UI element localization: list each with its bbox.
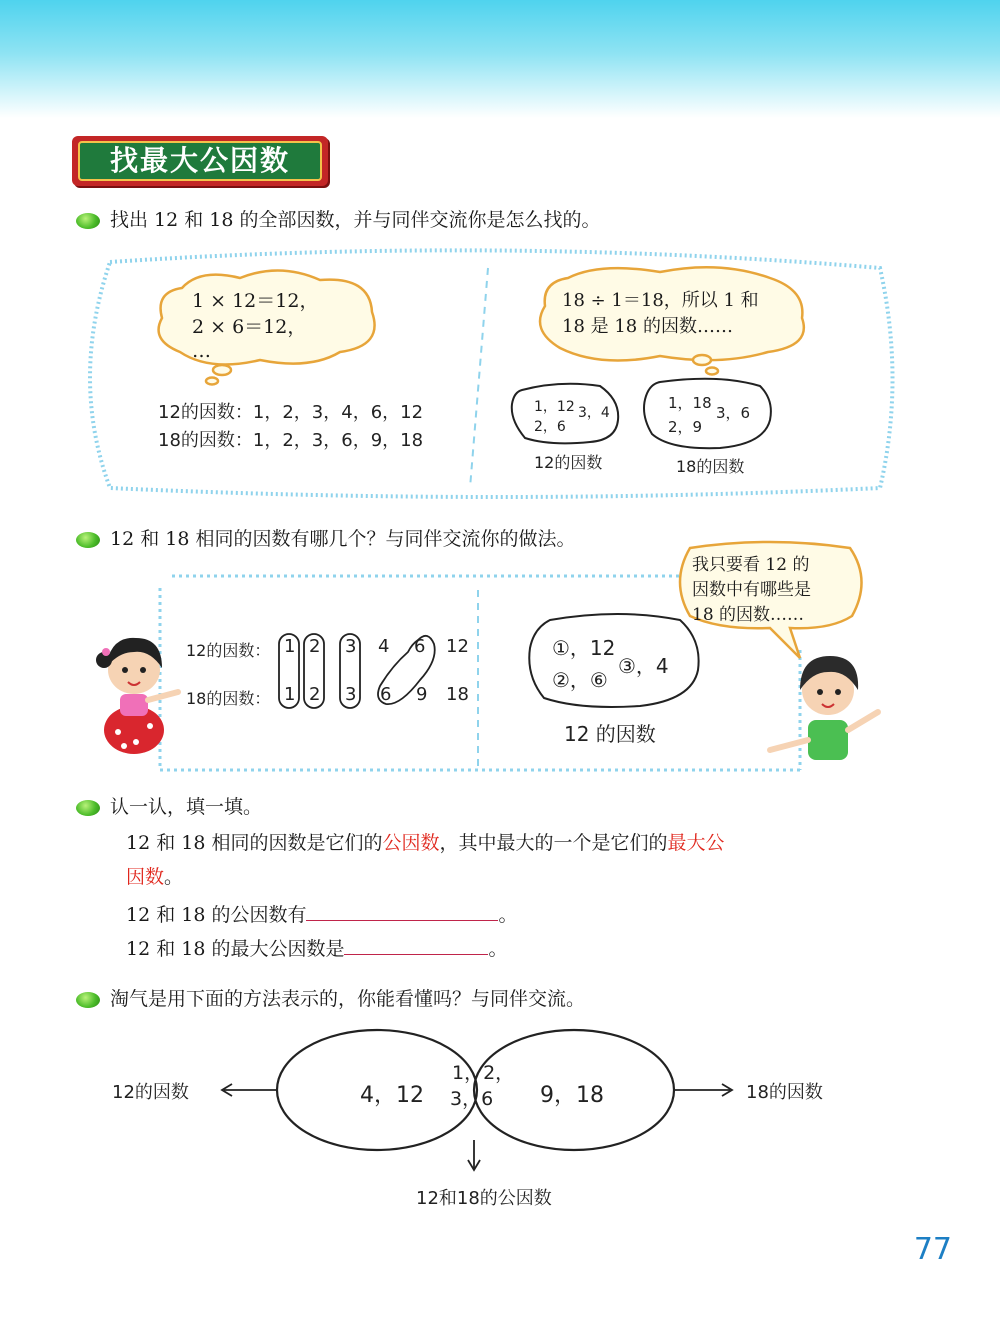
question-1: 找出 12 和 18 的全部因数，并与同伴交流你是怎么找的。 xyxy=(110,209,601,231)
girl-illustration xyxy=(96,638,178,754)
definition-line-1 xyxy=(126,830,725,856)
fill-line-2-suffix: 。 xyxy=(488,938,508,960)
term-common-factor: 公因数 xyxy=(382,832,440,854)
row18-value-6: 18 xyxy=(446,684,469,705)
row12-value-6: 12 xyxy=(446,636,469,657)
circle18-item-3: 2，9 xyxy=(668,418,703,436)
row12-value-2: 2 xyxy=(309,636,321,657)
marked-circle-label: 12 的因数 xyxy=(564,722,656,746)
marked-circle-item-1: ①，12 xyxy=(552,636,616,660)
venn-right-only: 9，18 xyxy=(540,1083,604,1108)
bubble-left-line-1: 1 × 12＝12， xyxy=(192,290,319,312)
bubble-left-line-3: … xyxy=(192,340,211,362)
venn-label-bottom: 12和18的公因数 xyxy=(416,1188,552,1209)
circle12-label: 12的因数 xyxy=(534,453,603,472)
page-title: 找最大公因数 xyxy=(78,141,322,181)
thought-dot-4 xyxy=(706,368,718,375)
row18-value-5: 9 xyxy=(416,684,428,705)
definition-end: 。 xyxy=(164,866,184,888)
bubble-left-line-2: 2 × 6＝12， xyxy=(192,316,307,338)
venn-label-right: 18的因数 xyxy=(746,1082,823,1103)
circle18-item-1: 1，18 xyxy=(668,394,712,412)
definition-text-2: ，其中最大的一个是它们的 xyxy=(439,832,668,854)
row12-value-3: 3 xyxy=(345,636,357,657)
answer-blank-common-factors[interactable] xyxy=(306,900,498,921)
row12-label: 12的因数： xyxy=(186,641,271,660)
row12-value-1: 1 xyxy=(284,636,296,657)
section1-divider xyxy=(470,268,488,488)
row18-label: 18的因数： xyxy=(186,689,271,708)
venn-left-only: 4，12 xyxy=(360,1083,424,1108)
venn-common-bottom: 3，6 xyxy=(450,1088,494,1110)
row18-value-1: 1 xyxy=(284,684,296,705)
venn-common-top: 1，2， xyxy=(452,1062,515,1084)
green-bullet-icon xyxy=(76,992,100,1008)
boy-bubble-line-3: 18 的因数…… xyxy=(692,605,805,625)
thought-dot-3 xyxy=(693,355,711,365)
bubble-right-line-1: 18 ÷ 1＝18，所以 1 和 xyxy=(562,290,759,311)
fill-line-1-prefix: 12 和 18 的公因数有 xyxy=(126,904,307,926)
row18-value-3: 3 xyxy=(345,684,357,705)
page-number: 77 xyxy=(913,1232,952,1267)
fill-line-2-prefix: 12 和 18 的最大公因数是 xyxy=(126,938,345,960)
fill-line-2 xyxy=(126,934,508,962)
row12-value-5: 6 xyxy=(414,636,426,657)
factors-12-list: 12的因数：1，2，3，4，6，12 xyxy=(158,402,424,423)
term-gcf-part1: 最大公 xyxy=(667,832,725,854)
marked-circle-item-3: ③，4 xyxy=(618,654,669,678)
green-bullet-icon xyxy=(76,800,100,816)
term-gcf-part2: 因数 xyxy=(126,866,165,888)
definition-text-1: 12 和 18 相同的因数是它们的 xyxy=(126,832,383,854)
factors-18-list: 18的因数：1，2，3，6，9，18 xyxy=(158,430,424,451)
definition-line-2 xyxy=(126,864,183,890)
circle-factors-18 xyxy=(644,379,771,448)
row12-value-4: 4 xyxy=(378,636,390,657)
circle12-item-2: 3，4 xyxy=(578,405,610,421)
question-2: 12 和 18 相同的因数有哪几个？与同伴交流你的做法。 xyxy=(110,528,576,550)
thought-dot-2 xyxy=(206,378,218,385)
circle18-item-2: 3，6 xyxy=(716,404,751,422)
section3-heading: 认一认，填一填。 xyxy=(110,796,263,818)
venn-label-left: 12的因数 xyxy=(112,1082,189,1103)
bubble-right-line-2: 18 是 18 的因数…… xyxy=(562,316,733,337)
thought-dot-1 xyxy=(213,365,231,375)
row18-value-2: 2 xyxy=(309,684,321,705)
circle18-label: 18的因数 xyxy=(676,457,745,476)
fill-line-1-suffix: 。 xyxy=(498,904,518,926)
marked-circle-item-2: ②，⑥ xyxy=(552,668,608,692)
circle12-item-1: 1，12 xyxy=(534,399,575,415)
question-4: 淘气是用下面的方法表示的，你能看懂吗？与同伴交流。 xyxy=(110,988,586,1010)
boy-illustration xyxy=(770,656,878,760)
answer-blank-gcf[interactable] xyxy=(344,934,488,955)
boy-bubble-line-1: 我只要看 12 的 xyxy=(692,555,810,575)
circle12-item-3: 2，6 xyxy=(534,419,566,435)
row18-value-4: 6 xyxy=(380,684,392,705)
green-bullet-icon xyxy=(76,532,100,548)
fill-line-1 xyxy=(126,900,518,928)
boy-bubble-line-2: 因数中有哪些是 xyxy=(692,580,811,600)
